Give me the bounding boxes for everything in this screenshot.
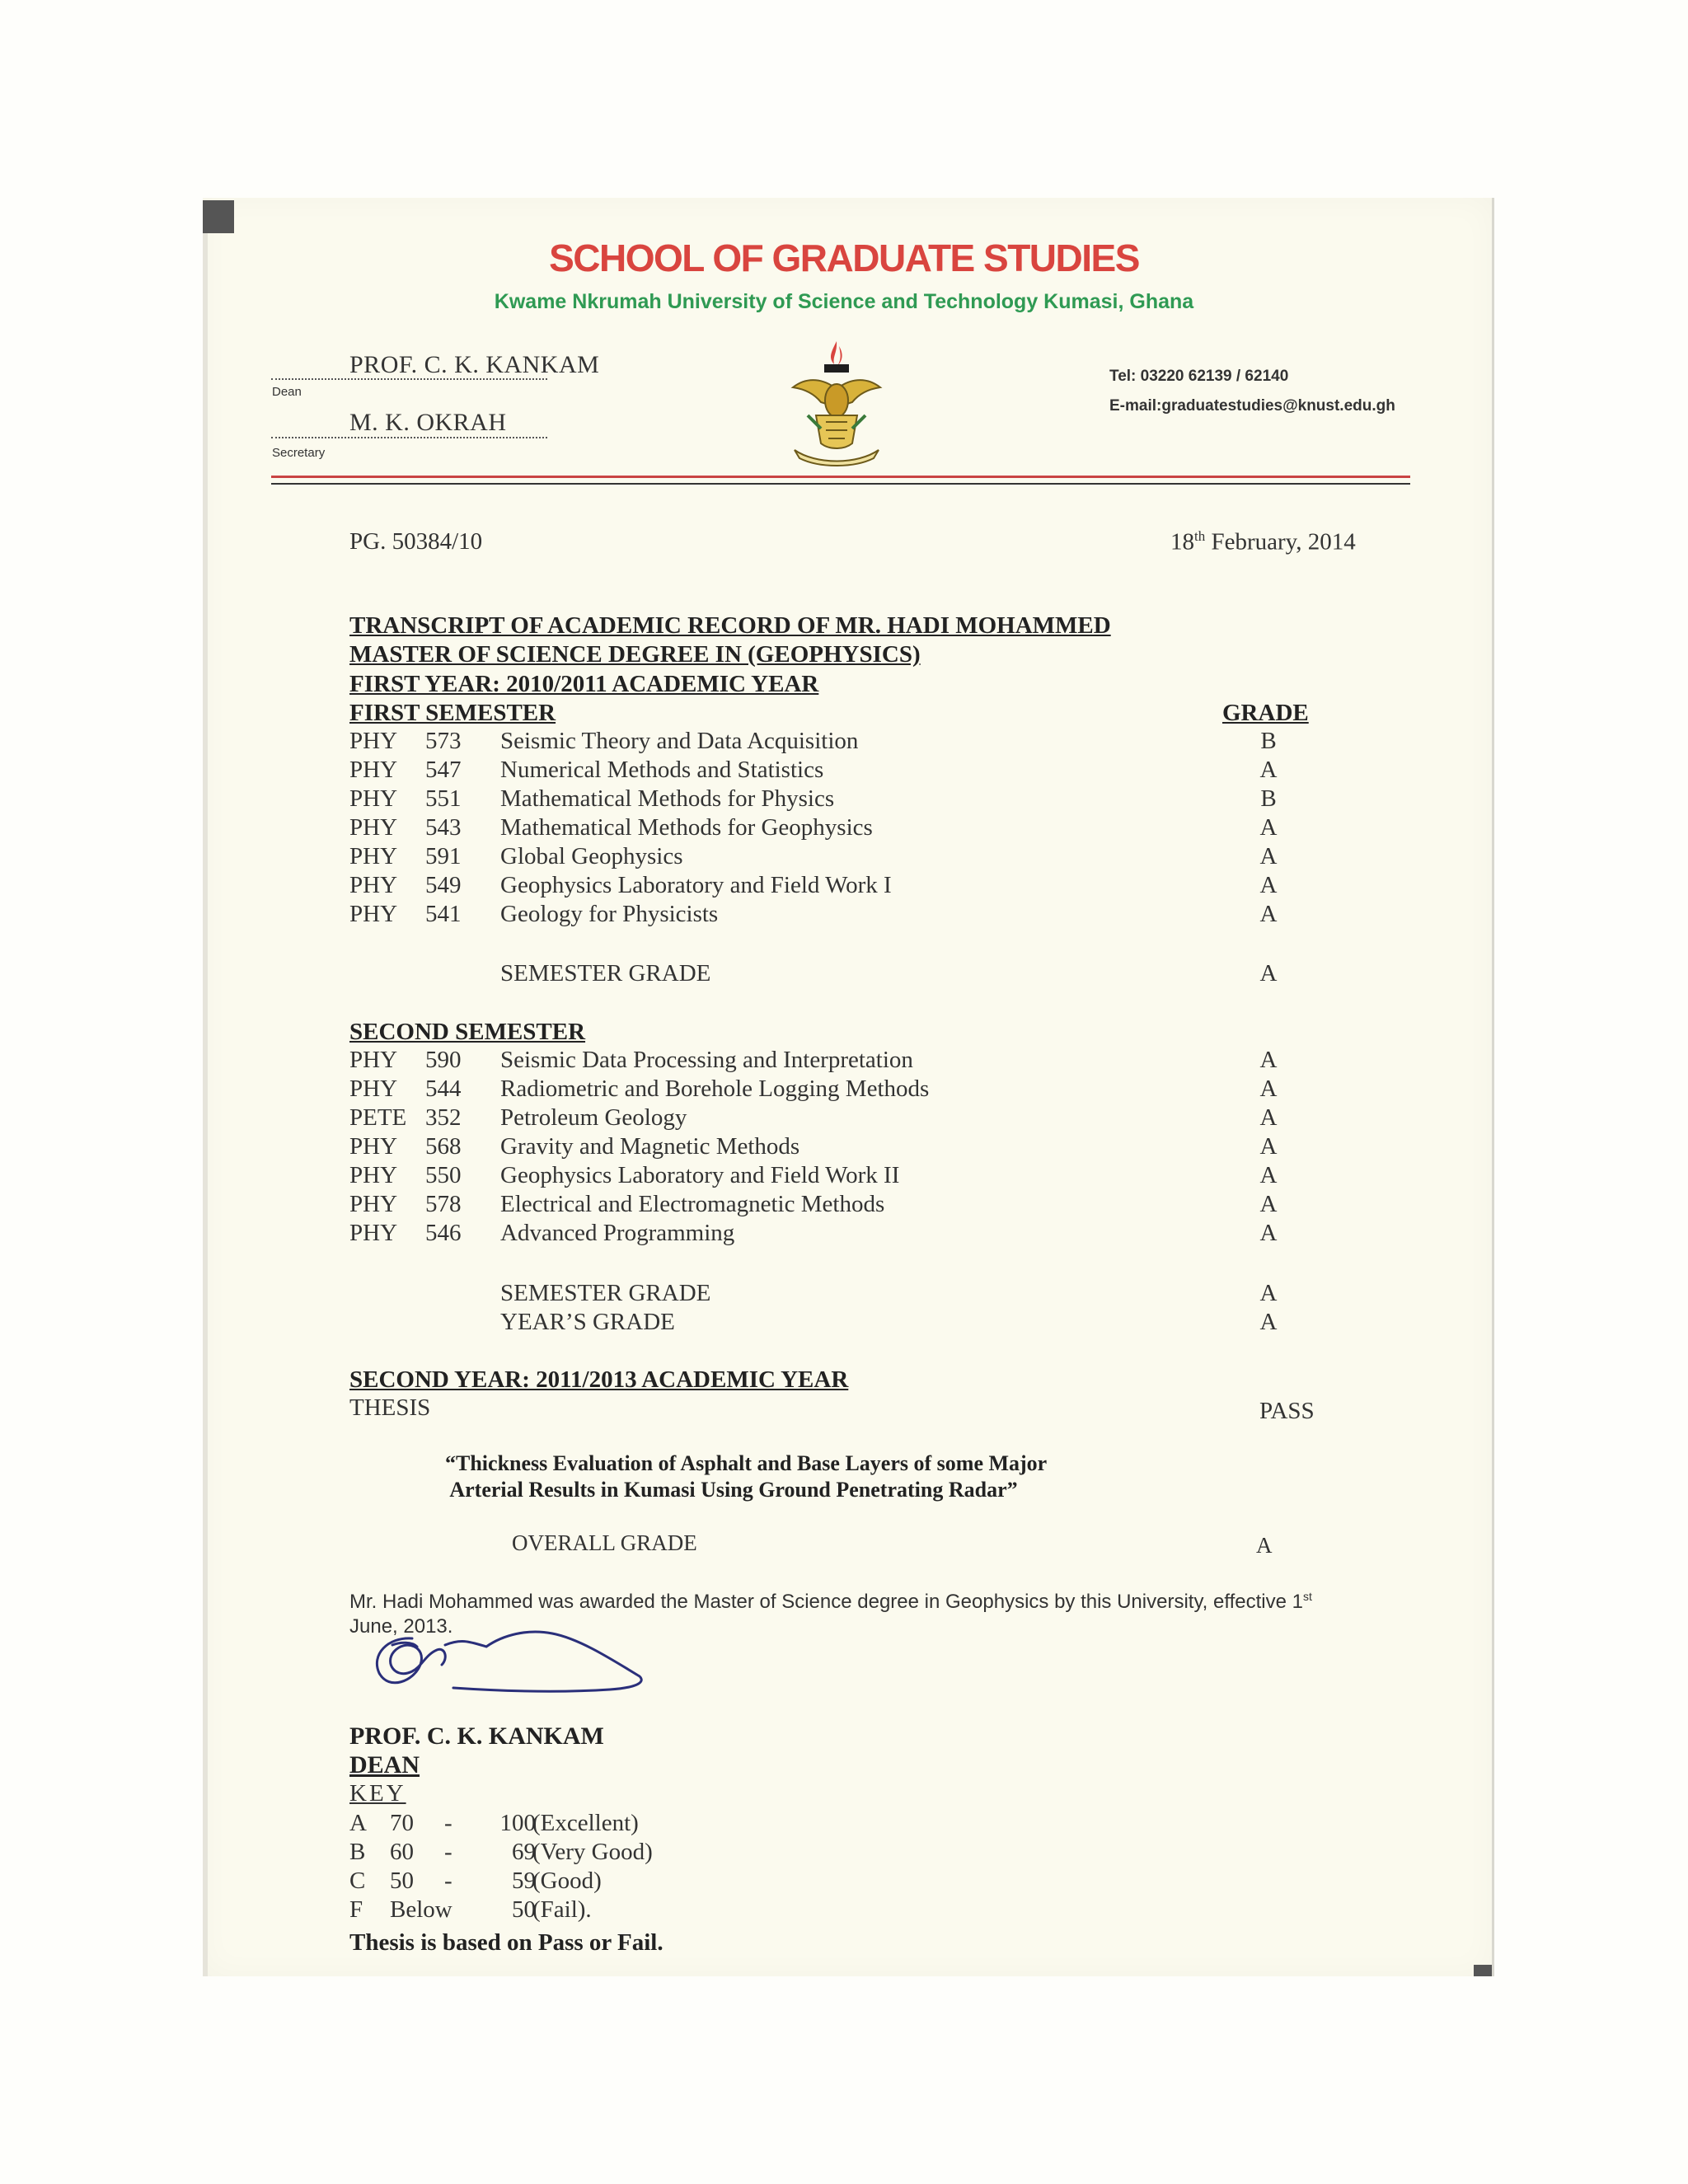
course-subject: PHY [349,814,398,841]
course-title: Radiometric and Borehole Logging Methods [500,1076,930,1102]
course-number: 591 [425,843,462,869]
course-subject: PHY [349,1133,398,1160]
key-grade: A [349,1810,367,1836]
transcript-title: TRANSCRIPT OF ACADEMIC RECORD OF MR. HADI MOHAMMED [349,612,1111,639]
letter-date [1170,528,1356,556]
course-number: 550 [425,1162,462,1188]
course-number: 573 [425,728,462,754]
course-subject: PHY [349,1076,398,1102]
course-subject: PETE [349,1104,407,1131]
key-from: 60 [390,1839,414,1865]
thesis-title-line: Arterial Results in Kumasi Using Ground Penetrating Radar” [449,1478,1018,1502]
reference-number: PG. 50384/10 [349,528,483,555]
thesis-grade: PASS [1259,1398,1315,1424]
course-title: Seismic Data Processing and Interpretation [500,1047,913,1073]
course-title: Advanced Programming [500,1220,735,1246]
date-suffix: th [1194,528,1206,544]
course-subject: PHY [349,728,398,754]
course-grade: A [1259,1133,1278,1160]
email-address: E-mail:graduatestudies@knust.edu.gh [1109,397,1395,415]
award-date-suffix: st [1302,1590,1312,1603]
course-grade: A [1259,901,1278,927]
signatory-role: DEAN [349,1751,420,1779]
course-subject: PHY [349,1162,398,1188]
dean-name: PROF. C. K. KANKAM [349,351,600,378]
course-grade: B [1260,728,1277,754]
course-number: 543 [425,814,462,841]
course-number: 544 [425,1076,462,1102]
course-title: Mathematical Methods for Physics [500,785,835,812]
course-subject: PHY [349,785,398,812]
course-title: Numerical Methods and Statistics [500,757,824,783]
semester-grade-label: SEMESTER GRADE [500,1280,711,1306]
course-number: 568 [425,1133,462,1160]
course-number: 578 [425,1191,462,1217]
thesis-label: THESIS [349,1394,431,1421]
key-grade: F [349,1896,363,1923]
date-rest: February, 2014 [1205,528,1356,555]
date-day: 18 [1170,528,1194,555]
key-to: 59 [512,1868,536,1894]
grade-column-header: GRADE [1222,700,1309,726]
course-title: Electrical and Electromagnetic Methods [500,1191,885,1217]
course-title: Seismic Theory and Data Acquisition [500,728,859,754]
header-divider [271,483,1410,485]
key-desc: (Fail). [532,1896,592,1923]
course-number: 547 [425,757,462,783]
course-title: Mathematical Methods for Geophysics [500,814,873,841]
course-subject: PHY [349,1191,398,1217]
scan-corner-mark [1474,1965,1492,1976]
course-subject: PHY [349,872,398,898]
course-title: Geophysics Laboratory and Field Work I [500,872,892,898]
key-from: 70 [390,1810,414,1836]
course-number: 590 [425,1047,462,1073]
key-from: 50 [390,1868,414,1894]
signatory-name: PROF. C. K. KANKAM [349,1722,604,1750]
key-from: Below [390,1896,452,1923]
course-grade: A [1259,1191,1278,1217]
key-to: 50 [512,1896,536,1923]
course-subject: PHY [349,757,398,783]
course-subject: PHY [349,901,398,927]
course-grade: A [1259,1162,1278,1188]
key-desc: (Very Good) [532,1839,653,1865]
key-to: 100 [499,1810,536,1836]
key-dash: - [444,1868,452,1894]
course-title: Global Geophysics [500,843,683,869]
key-desc: (Excellent) [532,1810,639,1836]
key-grade: B [349,1839,366,1865]
year-grade: A [1259,1309,1278,1335]
key-grade: C [349,1868,366,1894]
scan-edge [203,233,208,1976]
thesis-title-line: “Thickness Evaluation of Asphalt and Base Layers of some Major [445,1451,1048,1475]
key-dash: - [444,1810,452,1836]
overall-grade: A [1256,1533,1273,1558]
course-title: Geophysics Laboratory and Field Work II [500,1162,900,1188]
course-grade: A [1259,1220,1278,1246]
university-crest-icon [783,336,890,468]
overall-grade-label: OVERALL GRADE [512,1530,697,1555]
secretary-label: Secretary [272,446,326,460]
semester-grade: A [1259,1280,1278,1306]
course-number: 551 [425,785,462,812]
course-title: Geology for Physicists [500,901,719,927]
course-subject: PHY [349,1047,398,1073]
degree-title: MASTER OF SCIENCE DEGREE IN (GEOPHYSICS) [349,641,921,668]
key-desc: (Good) [532,1868,602,1894]
scan-corner-mark [203,200,234,233]
grading-key-heading: KEY [349,1780,406,1807]
course-subject: PHY [349,1220,398,1246]
first-semester-heading: FIRST SEMESTER [349,700,556,726]
award-date: June, 2013. [349,1615,453,1638]
course-title: Petroleum Geology [500,1104,687,1131]
course-grade: A [1259,1076,1278,1102]
key-to: 69 [512,1839,536,1865]
course-number: 546 [425,1220,462,1246]
course-grade: B [1260,785,1277,812]
course-number: 541 [425,901,462,927]
course-grade: A [1259,1047,1278,1073]
second-year-heading: SECOND YEAR: 2011/2013 ACADEMIC YEAR [349,1366,849,1393]
course-grade: A [1259,843,1278,869]
first-year-heading: FIRST YEAR: 2010/2011 ACADEMIC YEAR [349,671,819,697]
university-name: Kwame Nkrumah University of Science and Technology Kumasi, Ghana [494,290,1194,313]
course-grade: A [1259,757,1278,783]
course-grade: A [1259,872,1278,898]
secretary-name: M. K. OKRAH [349,409,507,436]
course-grade: A [1259,814,1278,841]
dean-line [271,378,547,380]
course-grade: A [1259,1104,1278,1131]
course-subject: PHY [349,843,398,869]
telephone: Tel: 03220 62139 / 62140 [1109,368,1289,385]
secretary-line [271,437,547,438]
dean-label: Dean [272,385,302,399]
course-title: Gravity and Magnetic Methods [500,1133,800,1160]
award-text: Mr. Hadi Mohammed was awarded the Master of Science degree in Geophysics by this University, effective 1 [349,1591,1303,1613]
course-number: 549 [425,872,462,898]
year-grade-label: YEAR’S GRADE [500,1309,675,1335]
course-number: 352 [425,1104,462,1131]
semester-grade-label: SEMESTER GRADE [500,960,711,987]
handwritten-signature-icon [363,1622,676,1713]
school-title: SCHOOL OF GRADUATE STUDIES [549,237,1139,279]
thesis-grading-note: Thesis is based on Pass or Fail. [349,1929,663,1956]
second-semester-heading: SECOND SEMESTER [349,1019,586,1045]
header-divider [271,476,1410,478]
key-dash: - [444,1839,452,1865]
semester-grade: A [1259,960,1278,987]
